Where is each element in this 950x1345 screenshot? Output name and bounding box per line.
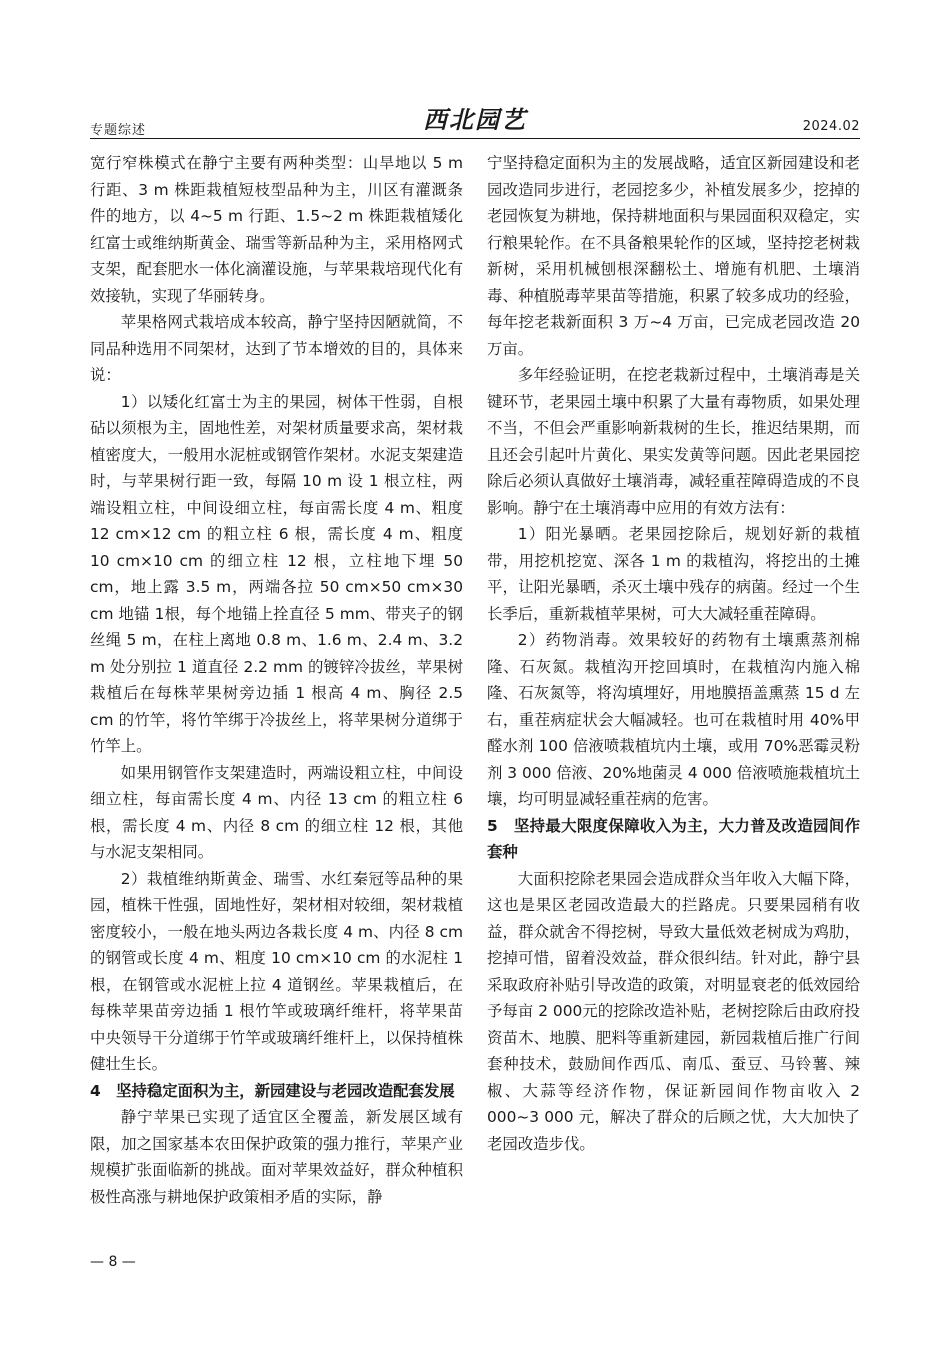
issue-date: 2024.02 bbox=[802, 119, 860, 134]
paragraph: 2）药物消毒。效果较好的药物有土壤熏蒸剂棉隆、石灰氮。栽植沟开挖回填时，在栽植沟内施入棉隆、石灰氮等，将沟填埋好，用地膜捂盖熏蒸 15 d 左右，重茬病症状会大幅减轻。也可在栽植时用 40%甲醛水剂 100 倍液喷栽植坑内土壤，或用 70%恶霉灵粉剂 3 000 倍液、20%地菌灵 4 000 倍液喷施栽植坑土壤，均可明显减轻重茬病的危害。 bbox=[487, 631, 860, 808]
paragraph: 宽行窄株模式在静宁主要有两种类型：山旱地以 5 m 行距、3 m 株距栽植短枝型品种为主，川区有灌溉条件的地方，以 4~5 m 行距、1.5~2 m 株距栽植矮化红富士或维纳斯黄金、瑞雪等新品种为主，采用格网式支架，配套肥水一体化滴灌设施，与苹果栽培现代化有效接轨，实现了华丽转身。 bbox=[90, 154, 463, 305]
left-column bbox=[90, 150, 463, 1210]
paragraph: 宁坚持稳定面积为主的发展战略，适宜区新园建设和老园改造同步进行，老园挖多少，补植发展多少，挖掉的老园恢复为耕地，保持耕地面积与果园面积双稳定，实行粮果轮作。在不具备粮果轮作的区域，坚持挖老树栽新树，采用机械刨根深翻松土、增施有机肥、土壤消毒、种植脱毒苹果苗等措施，积累了较多成功的经验，每年挖老栽新面积 3 万~4 万亩，已完成老园改造 20 万亩。 bbox=[487, 154, 860, 358]
page-number: — 8 — bbox=[90, 1254, 136, 1270]
header-divider bbox=[90, 138, 860, 139]
paragraph: 多年经验证明，在挖老栽新过程中，土壤消毒是关键环节，老果园土壤中积累了大量有毒物质，如果处理不当，不但会严重影响新栽树的生长，推迟结果期，而且还会引起叶片黄化、果实发黄等问题。因此老果园挖除后必须认真做好土壤消毒，减轻重茬障碍造成的不良影响。静宁在土壤消毒中应用的有效方法有： bbox=[487, 366, 860, 517]
paragraph: 1）以矮化红富士为主的果园，树体干性弱，自根砧以须根为主，固地性差，对架材质量要求高，架材栽植密度大，一般用水泥桩或钢管作架材。水泥支架建造时，与苹果树行距一致，每隔 10 m 设 1 根立柱，两端设粗立柱，中间设细立柱，每亩需长度 4 m、粗度 12 cm×12 cm 的粗立柱 6 根，需长度 4 m、粗度 10 cm×10 cm 的细立柱 12 根，立柱地下埋 50 cm，地上露 3.5 m，两端各拉 50 cm×50 cm×30 cm 地锚 1根，每个地锚上拴直径 5 mm、带夹子的钢丝绳 5 m，在柱上离地 0.8 m、1.6 m、2.4 m、3.2 m 处分别拉 1 道直径 2.2 mm 的镀锌冷拔丝，苹果树栽植后在每株苹果树旁边插 1 根高 4 m、胸径 2.5 cm 的竹竿，将竹竿绑于冷拔丝上，将苹果树分道绑于竹竿上。 bbox=[90, 392, 463, 755]
section-heading-4: 4 坚持稳定面积为主，新园建设与老园改造配套发展 bbox=[90, 1081, 455, 1100]
paragraph: 苹果格网式栽培成本较高，静宁坚持因陋就简，不同品种选用不同架材，达到了节本增效的目的，具体来说： bbox=[90, 313, 463, 384]
section-label: 专题综述 bbox=[90, 123, 147, 138]
journal-logo: 西北园艺 bbox=[423, 105, 527, 134]
section-heading-5: 5 坚持最大限度保障收入为主，大力普及改造园间作套种 bbox=[487, 816, 860, 861]
paragraph: 2）栽植维纳斯黄金、瑞雪、水红秦冠等品种的果园，植株干性强，固地性好，架材相对较细，架材栽植密度较小，一般在地头两边各栽长度 4 m、内径 8 cm 的钢管或长度 4 m、粗度 10 cm×10 cm 的水泥柱 1 根，在钢管或水泥桩上拉 4 道钢丝。苹果栽植后，在每株苹果苗旁边插 1 根竹竿或玻璃纤维杆，将苹果苗中央领导干分道绑于竹竿或玻璃纤维杆上，以保持植株健壮生长。 bbox=[90, 869, 463, 1073]
paragraph: 静宁苹果已实现了适宜区全覆盖，新发展区域有限，加之国家基本农田保护政策的强力推行，苹果产业规模扩张面临新的挑战。面对苹果效益好，群众种植积极性高涨与耕地保护政策相矛盾的实际，静 bbox=[90, 1108, 463, 1206]
right-column bbox=[487, 150, 860, 1157]
paragraph: 如果用钢管作支架建造时，两端设粗立柱，中间设细立柱，每亩需长度 4 m、内径 13 cm 的粗立柱 6 根，需长度 4 m、内径 8 cm 的细立柱 12 根，其他与水泥支架相同。 bbox=[90, 763, 463, 861]
paragraph: 大面积挖除老果园会造成群众当年收入大幅下降，这也是果区老园改造最大的拦路虎。只要果园稍有收益，群众就舍不得挖树，导致大量低效老树成为鸡肋，挖掉可惜，留着没效益，群众很纠结。针对此，静宁县采取政府补贴引导改造的政策，对明显衰老的低效园给予每亩 2 000元的挖除改造补贴，老树挖除后由政府投资苗木、地膜、肥料等重新建园，新园栽植后推广行间套种技术，鼓励间作西瓜、南瓜、蚕豆、马铃薯、辣椒、大蒜等经济作物，保证新园间作物亩收入 2 000~3 000 元，解决了群众的后顾之忧，大大加快了老园改造步伐。 bbox=[487, 869, 860, 1153]
paragraph: 1）阳光暴晒。老果园挖除后，规划好新的栽植带，用挖机挖宽、深各 1 m 的栽植沟，将挖出的土摊平，让阳光暴晒，杀灭土壤中残存的病菌。经过一个生长季后，重新栽植苹果树，可大大减轻重茬障碍。 bbox=[487, 525, 860, 623]
